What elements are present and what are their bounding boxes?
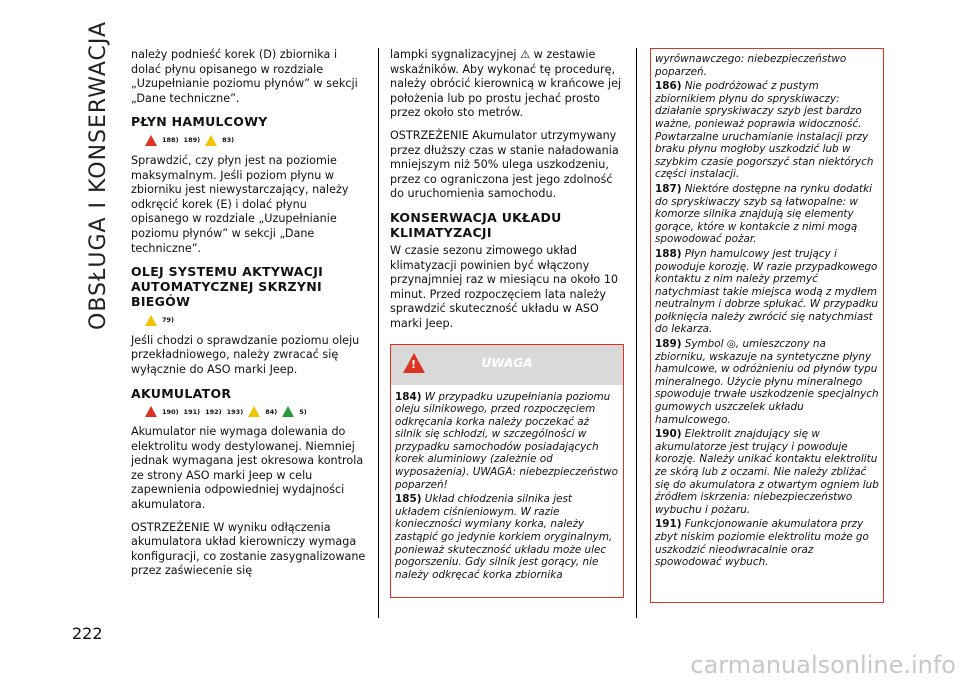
battery-warning: OSTRZEŻENIE W wyniku odłączenia akumulatora układ kierowniczy wymaga konfiguracji, co zostanie zasygnalizowane przez zaświecenie się [131,520,366,578]
warning-continuation-box [650,48,884,603]
exclamation-icon: ! [411,357,417,371]
warning-item [655,338,879,426]
ref: 189) [183,136,201,145]
ref: 193) [226,407,244,416]
warning-number: 189) [655,338,682,351]
ref: 5) [299,407,307,416]
column-divider [636,48,637,618]
ac-paragraph: W czasie sezonu zimowego układ klimatyzacji powinien być włączony przynajmniej raz w miesiącu na około 10 minut. Przed rozpoczęciem lata należy sprawdzić skuteczność układu w ASO marki Jeep. [390,243,619,330]
warning-box-body [391,385,623,590]
warning-text: Nie podróżować z pustym zbiornikiem płynu do spryskiwaczy: działanie spryskiwaczy szyb jest bardzo ważne, ponieważ poprawia widoczność. Powtarzalne uruchamianie instalacji przy braku płynu mogłoby uszkodzić lub w szybkim czasie pogorszyć stan niektórych części instalacji. [655,80,874,181]
heading-battery: AKUMULATOR [131,385,232,401]
oil-paragraph: Jeśli chodzi o sprawdzanie poziomu oleju przekładniowego, należy zwracać się wyłącznie do ASO marki Jeep. [131,333,360,376]
battery-paragraph: Akumulator nie wymaga dolewania do elektrolitu wody destylowanej. Niemniej jednak wymagana jest okresowa kontrola ze strony ASO marki Jeep w celu zapewnienia odpowiedniej wydajności akumulatora. [131,425,364,512]
column-divider [378,48,379,618]
warning-text: Niektóre dostępne na rynku dodatki do spryskiwaczy szyb są łatwopalne: w komorze silnika znajdują się elementy gorące, które w kontakcie z nimi mogą spowodować pożar. [655,182,873,246]
brake-references [145,133,366,148]
warning-item [655,80,879,181]
warning-number: 190) [655,428,682,441]
warning-item [655,518,879,568]
warning-text: Układ chłodzenia silnika jest układem ciśnieniowym. W razie konieczności wymiany korka, należy zastąpić go jedynie korkiem oryginalnym, ponieważ skuteczność układu może ulec pogorszeniu. Gdy silnik jest gorący, nie należy odkręcać korka zbiornika [395,493,613,581]
heading-ac-maintenance: KONSERWACJA UKŁADU KLIMATYZACJI [390,209,562,240]
lamp-paragraph: lampki sygnalizacyjnej ⚠ w zestawie wskaźników. Aby wykonać tę procedurę, należy obrócić kierownicą w krańcowe jej położenia lub po prostu jechać prosto przez około sto metrów. [390,48,622,120]
warning-text: Płyn hamulcowy jest trujący i powoduje korozję. W razie przypadkowego kontaktu z nim należy przemyć natychmiast takie miejsca wodą z mydłem neutralnym i dobrze spłukać. W przypadku połknięcia należy zwrócić się natychmiast do lekarza. [655,247,878,336]
caution-icon [248,406,260,417]
ref: 190) [162,407,179,416]
section-title: OBSŁUGA I KONSERWACJA [86,20,111,330]
warning-text: W przypadku uzupełniania poziomu oleju silnikowego, przed rozpoczęciem odkręcania korka należy poczekać aż silnik się schłodzi, w szczególności w przypadku samochodów posiadających korek aluminiowy (zależnie od wyposażenia). UWAGA: niebezpieczeństwo poparzeń! [395,390,619,491]
brake-paragraph: Sprawdzić, czy płyn jest na poziomie maksymalnym. Jeśli poziom płynu w zbiorniku jest niewystarczający, należy odkręcić korek (E) i dolać płynu opisanego w rozdziale „Uzupełnianie poziomu płynów” w sekcji „Dane techniczne”. [131,153,349,255]
ref: 83) [222,136,235,145]
warning-number: 185) [395,493,422,506]
heading-gearbox-oil: OLEJ SYSTEMU AKTYWACJI AUTOMATYCZNEJ SKRZYNI BIEGÓW [131,264,324,310]
warning-item [395,493,619,581]
battery-references [145,405,366,420]
page-number: 222 [72,624,103,643]
warning-text: Elektrolit znajdujący się w akumulatorze jest trujący i powoduje korozję. Należy unikać kontaktu elektrolitu ze skórą lub z oczami. Nie należy zbliżać się do akumulatora z otwartym ogniem lub źródłem iskrzenia: niebezpieczeństwo wybuchu i pożaru. [655,428,879,516]
column-2 [390,48,622,598]
warning-box-header [391,345,623,385]
ref: 188) [162,136,179,145]
warning-icon [145,135,157,146]
warning-item [655,248,879,336]
watermark: carmanualsonline.info [690,651,956,679]
heading-brake-fluid: PŁYN HAMULCOWY [131,114,268,130]
warning-item [655,183,879,246]
caution-icon [205,135,217,146]
battery-note: OSTRZEŻENIE Akumulator utrzymywany przez dłuższy czas w stanie naładowania mniejszym niż 50% ulega uszkodzeniu, przez co ograniczona jest jego zdolność do uruchomienia samochodu. [390,128,619,201]
warning-number: 184) [395,390,422,403]
ref: 84) [265,407,278,416]
warning-box [390,344,624,598]
warning-number: 188) [655,247,682,260]
column-1 [131,48,366,587]
warning-text: Funkcjonowanie akumulatora przy zbyt niskim poziomie elektrolitu może go uszkodzić nieodwracalnie oraz spowodować wybuch. [655,518,869,569]
warning-icon [145,406,157,417]
warning-number: 191) [655,518,682,531]
warning-item [655,428,879,516]
environment-icon [282,406,294,417]
ref: 79) [162,316,175,325]
column-3 [650,48,884,603]
warning-item [395,391,619,492]
oil-references [145,313,366,328]
ref: 191) [183,407,201,416]
ref: 192) [205,407,222,416]
warning-label: UWAGA [481,355,533,370]
caution-icon [145,315,157,326]
intro-paragraph: należy podnieść korek (D) zbiornika i dolać płynu opisanego w rozdziale „Uzupełnianie poziomu płynów” w sekcji „Dane techniczne”. [131,48,358,105]
warning-text: Symbol ◎, umieszczony na zbiorniku, wskazuje na syntetyczne płyny hamulcowe, w odróżnieniu od płynów typu mineralnego. Użycie płynu mineralnego spowoduje trwałe uszkodzenie specjalnych gumowych uszczelek układu hamulcowego. [655,338,879,426]
warning-number: 186) [655,80,682,93]
warning-number: 187) [655,182,682,195]
continuation-lead: wyrównawczego: niebezpieczeństwo poparzeń. [655,53,847,78]
